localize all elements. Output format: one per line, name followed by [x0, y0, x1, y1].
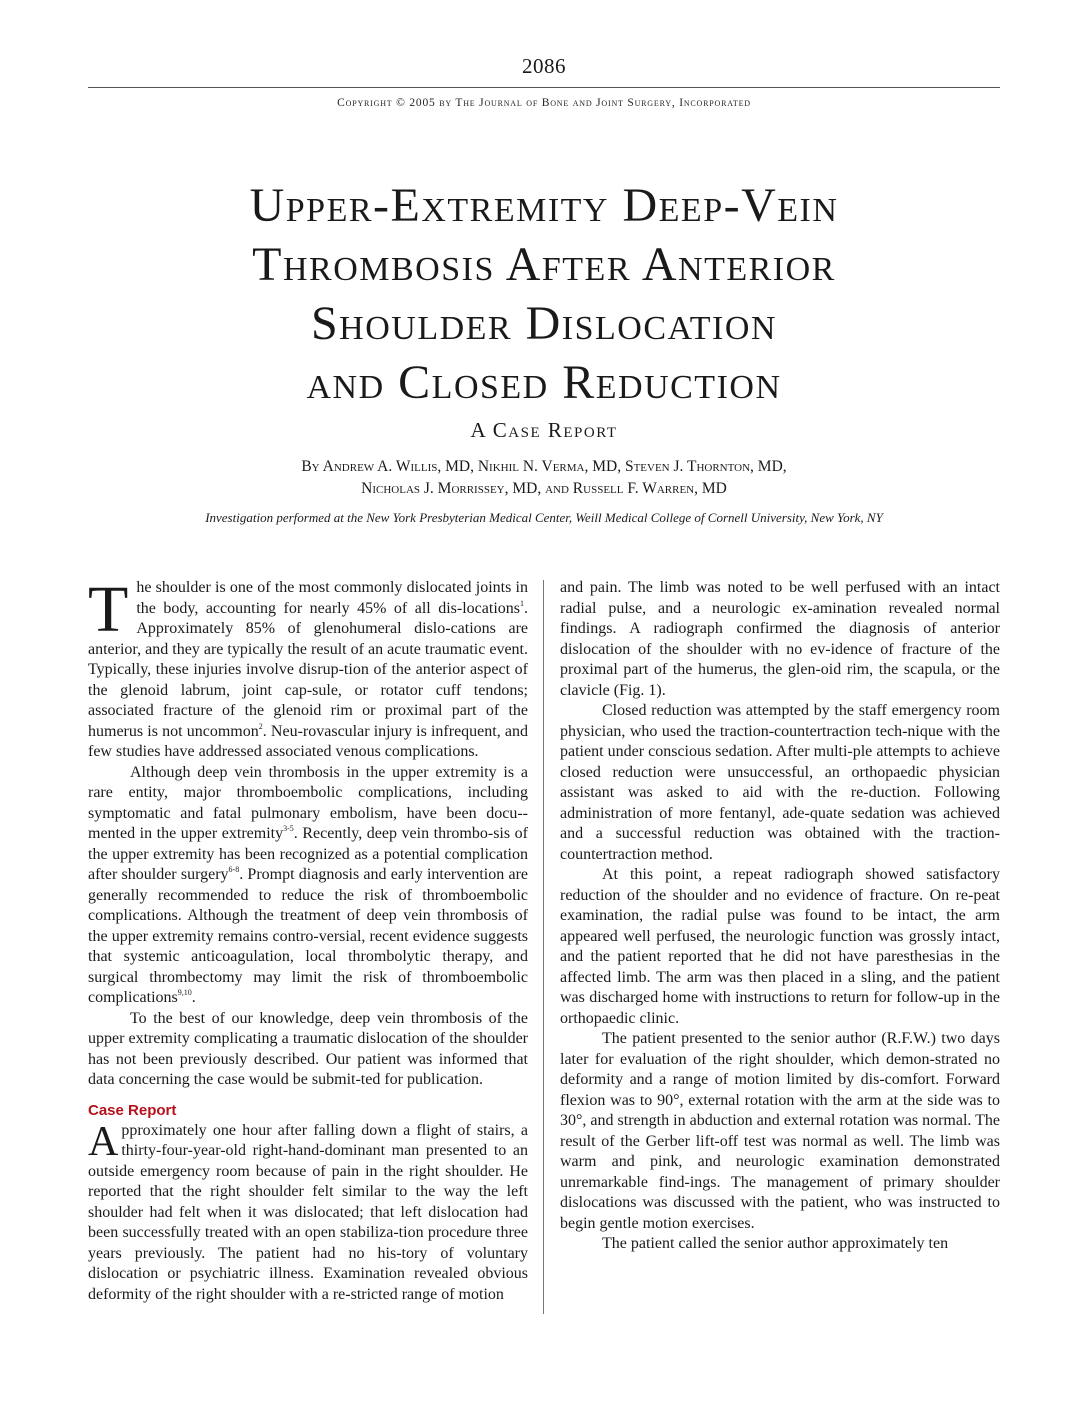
paragraph-text: pproximately one hour after falling down a flight of stairs, a thirty-four-year-old right-hand-dominant man presented to an outside emergency room because of pain in the right shoulder. He reported that the right shoulder felt similar to the way the left shoulder had felt when it was dislocated; that left dislocation had been successfully treated with an open stabiliza-tion procedure three years previously. The patient had no his-tory of voluntary dislocation or psychiatric illness. Examination revealed obvious deformity of the right shoulder with a re-stricted range of motion [88, 1121, 528, 1303]
institution-note: Investigation performed at the New York Presbyterian Medical Center, Weill Medical College of Cornell University, New York, NY [205, 510, 883, 525]
paragraph-text: . Prompt diagnosis and early intervention are generally recommended to reduce the risk of thromboembolic complications. Although the treatment of deep vein thrombosis of the upper extremity remains contro-versial, recent evidence suggests that systemic anticoagulation, local thrombolytic therapy, and surgical thrombectomy may limit the risk of thromboembolic complications [88, 866, 529, 1006]
body-paragraph: The patient presented to the senior author (R.F.W.) two days later for evaluation of the right shoulder, which demon-strated no deformity and a range of motion limited by dis-comfort. Forward flexion was to 90°, external rotation with the arm at the side was to 30°, and strength in abduction and external rotation was normal. The result of the Gerber lift-off test was normal as well. The limb was warm and pink, and neurologic examination demonstrated unremarkable find-ings. The management of primary shoulder dislocations was discussed with the patient, who was instructed to begin gentle motion exercises. [560, 1030, 1000, 1232]
author-line: Nicholas J. Morrissey, MD, and Russell F. Warren, MD [361, 480, 727, 497]
paragraph-text: . Recently, deep vein thrombo-sis of the upper extremity has been recognized as a potential complication after shoulder surgery [88, 825, 529, 883]
header-rule [88, 87, 1000, 88]
article-subtitle: A Case Report [470, 418, 618, 442]
title-line: and Closed Reduction [306, 356, 782, 409]
body-paragraph: The patient called the senior author approximately ten [602, 1235, 949, 1252]
article-title [140, 176, 948, 412]
paragraph-text: Although deep vein thrombosis in the upper extremity is a rare entity, major thromboembolic complications, including symptomatic and fatal pulmonary embolism, have been docu-mented in the upper extremity [88, 763, 528, 842]
column-divider [543, 580, 544, 1314]
case-paragraph-continued: and pain. The limb was noted to be well perfused with an intact radial pulse, and a neurologic ex-amination revealed normal findings. A radiograph confirmed the diagnosis of anterior dislocation of the shoulder with no ev-idence of fracture of the proximal part of the humerus, the glen-oid rim, the scapula, or the clavicle (Fig. 1). [560, 579, 1000, 699]
author-line: By Andrew A. Willis, MD, Nikhil N. Verma, MD, Steven J. Thornton, MD, [301, 458, 787, 475]
title-line: Thrombosis After Anterior [252, 238, 836, 291]
right-column [560, 578, 1000, 1255]
paragraph-text: . Neu-rovascular injury is infrequent, and few studies have addressed associated venous complications. [88, 722, 528, 760]
body-paragraph: At this point, a repeat radiograph showed satisfactory reduction of the shoulder and no evidence of fracture. On re-peat examination, the radial pulse was found to be intact, the arm appeared well perfused, the neurologic function was grossly intact, and the patient reported that he did not have paresthesias in the affected limb. The arm was then placed in a sling, and the patient was discharged home with instructions to return for follow-up in the orthopaedic clinic. [560, 866, 1000, 1027]
citation: 6-8 [228, 865, 240, 874]
body-paragraph [88, 763, 528, 1009]
paragraph-text: he shoulder is one of the most commonly dislocated joints in the body, accounting for nearly 45% of all dis-locations [136, 579, 528, 617]
citation: 1 [520, 598, 524, 608]
title-line: Upper-Extremity Deep-Vein [249, 179, 839, 232]
copyright-line: Copyright © 2005 by The Journal of Bone and Joint Surgery, Incorporated [337, 97, 751, 109]
body-paragraph: To the best of our knowledge, deep vein thrombosis of the upper extremity complicating a traumatic dislocation of the shoulder has not been previously described. Our patient was informed that data concerning the case would be submit-ted for publication. [88, 1009, 528, 1088]
section-heading: Case Report [88, 1101, 177, 1119]
citation: 9,10 [177, 988, 192, 997]
body-paragraph: Closed reduction was attempted by the staff emergency room physician, who used the traction-countertraction tech-nique with the patient under conscious sedation. After multi-ple attempts to achieve closed reduction were unsuccessful, an orthopaedic physician assistant was asked to aid with the re-duction. Following administration of more fentanyl, ade-quate sedation was achieved and a successful reduction was obtained with the traction-countertraction method. [560, 702, 1000, 863]
case-paragraph [88, 1118, 528, 1306]
drop-cap: A [88, 1118, 119, 1165]
intro-paragraph [88, 573, 528, 763]
citation: 3-5 [283, 824, 294, 833]
title-line: Shoulder Dislocation [310, 297, 777, 350]
drop-cap: T [88, 573, 129, 646]
left-column [88, 573, 529, 1305]
page-number: 2086 [522, 54, 566, 78]
author-list [0, 456, 1088, 500]
citation: 2 [258, 721, 263, 731]
paragraph-text: . [191, 989, 196, 1006]
paragraph-text: . Approximately 85% of glenohumeral dislo-cations are anterior, and they are typically the result of an acute traumatic event. Typically, these injuries involve disrup-tion of the anterior aspect of the glenoid labrum, joint cap-sule, or rotator cuff tendons; associated fracture of the glenoid rim or proximal part of the humerus is not uncommon [88, 599, 528, 740]
